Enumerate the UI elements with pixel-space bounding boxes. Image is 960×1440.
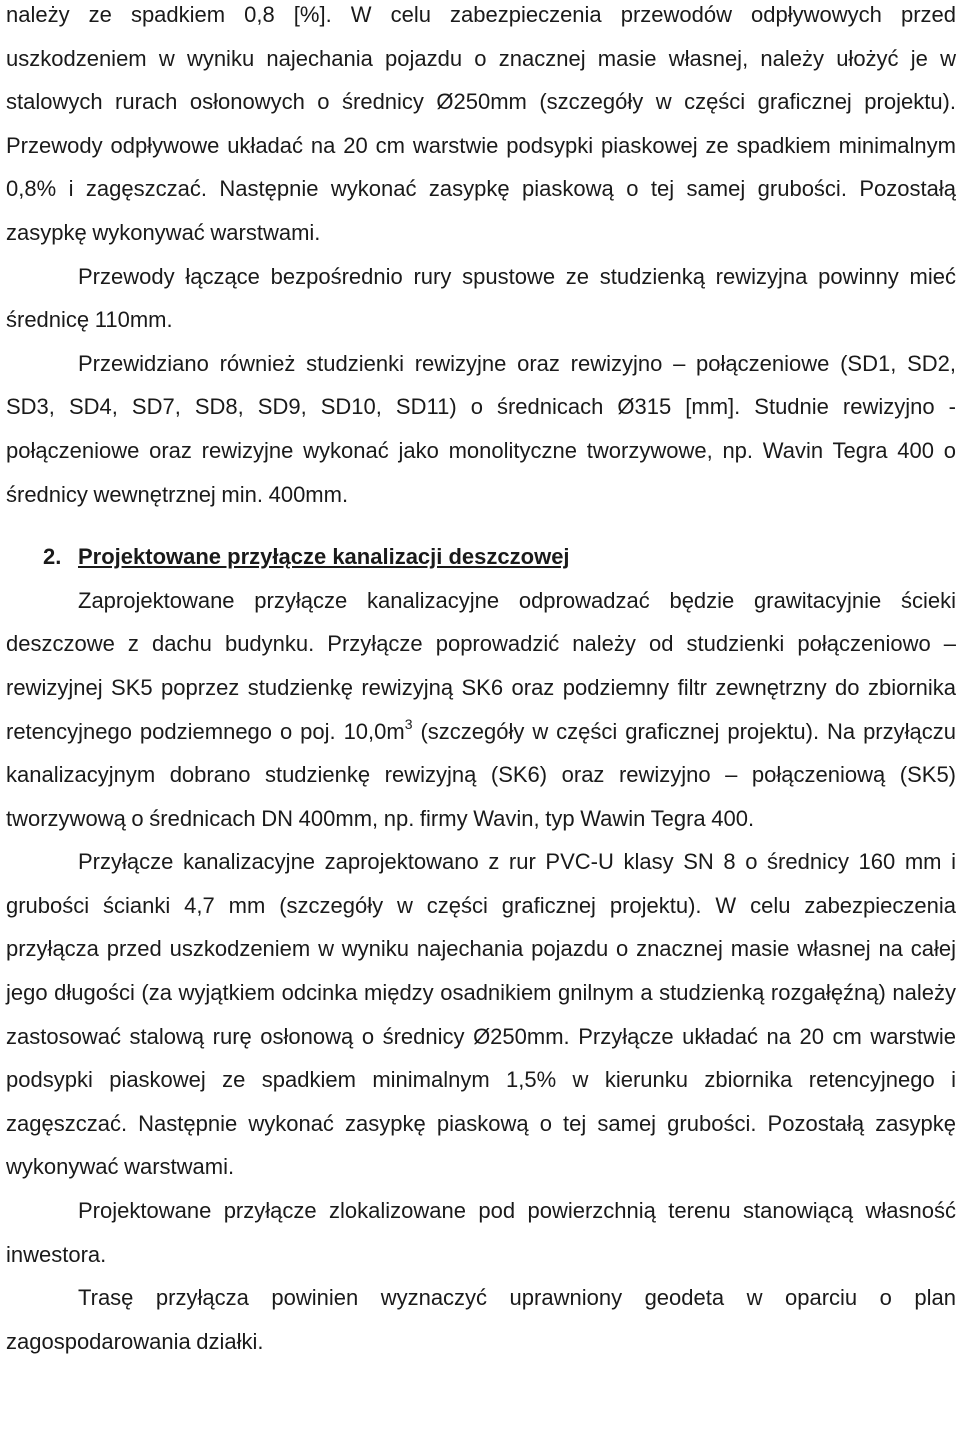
section-heading xyxy=(6,535,956,579)
paragraph-connection-design xyxy=(6,579,956,841)
paragraph-inspection-wells: Przewidziano również studzienki rewizyjne oraz rewizyjno – połączeniowe (SD1, SD2, SD3, SD4, SD7, SD8, SD9, SD10, SD11) o średnicach Ø315 [mm]. Studnie rewizyjno - połączeniowe oraz rewizyjne wykonać jako monolityczne tworzywowe, np. Wavin Tegra 400 o średnicy wewnętrznej min. 400mm. xyxy=(6,350,956,507)
superscript: 3 xyxy=(404,715,413,732)
paragraph-continuation: należy ze spadkiem 0,8 [%]. W celu zabezpieczenia przewodów odpływowych przed uszkodzeniem w wyniku najechania pojazdu o znacznej masie własnej, należy ułożyć je w stalowych rurach osłonowych o średnicy Ø250mm (szczegóły w części graficznej projektu). Przewody odpływowe układać na 20 cm warstwie podsypki piaskowej ze spadkiem minimalnym 0,8% i zagęszczać. Następnie wykonać zasypkę piaskową o tej samej grubości. Pozostałą zasypkę wykonywać warstwami. xyxy=(6,2,956,245)
section-number: 2. xyxy=(43,544,62,570)
section-title: Projektowane przyłącze kanalizacji deszczowej xyxy=(78,544,570,570)
paragraph-drain-pipes: Przewody łączące bezpośrednio rury spustowe ze studzienką rewizyjna powinny mieć średnicę 110mm. xyxy=(6,263,956,333)
paragraph-location: Projektowane przyłącze zlokalizowane pod powierzchnią terenu stanowiącą własność inwestora. xyxy=(6,1198,956,1267)
document-page xyxy=(6,0,956,1363)
paragraph-route: Trasę przyłącza powinien wyznaczyć uprawniony geodeta w oparciu o plan zagospodarowania działki. xyxy=(6,1285,956,1354)
paragraph-pipe-material: Przyłącze kanalizacyjne zaprojektowano z rur PVC-U klasy SN 8 o średnicy 160 mm i grubości ścianki 4,7 mm (szczegóły w części graficznej projektu). W celu zabezpieczenia przyłącza przed uszkodzeniem w wyniku najechania pojazdu o znacznej masie własnej na całej jego długości (za wyjątkiem odcinka między osadnikiem gnilnym a studzienką rozgałęźną) należy zastosować stalową rurę osłonową o średnicy Ø250mm. Przyłącze układać na 20 cm warstwie podsypki piaskowej ze spadkiem minimalnym 1,5% w kierunku zbiornika retencyjnego i zagęszczać. Następnie wykonać zasypkę piaskową o tej samej grubości. Pozostałą zasypkę wykonywać warstwami. xyxy=(6,849,956,1180)
paragraph-text: Zaprojektowane przyłącze kanalizacyjne odprowadzać będzie grawitacyjnie ścieki deszczowe z dachu budynku. Przyłącze poprowadzić należy od studzienki połączeniowo – rewizyjnej SK5 poprzez studzienkę rewizyjną SK6 oraz podziemny filtr zewnętrzny do zbiornika retencyjnego podziemnego o poj. 10,0m xyxy=(6,587,956,744)
paragraph-text: (szczegóły w części graficznej projektu). Na przyłączu kanalizacyjnym dobrano studzienkę rewizyjną (SK6) oraz rewizyjno – połączeniową (SK5) tworzywową o średnicach DN 400mm, np. firmy Wavin, typ Wawin Tegra 400. xyxy=(6,718,956,831)
